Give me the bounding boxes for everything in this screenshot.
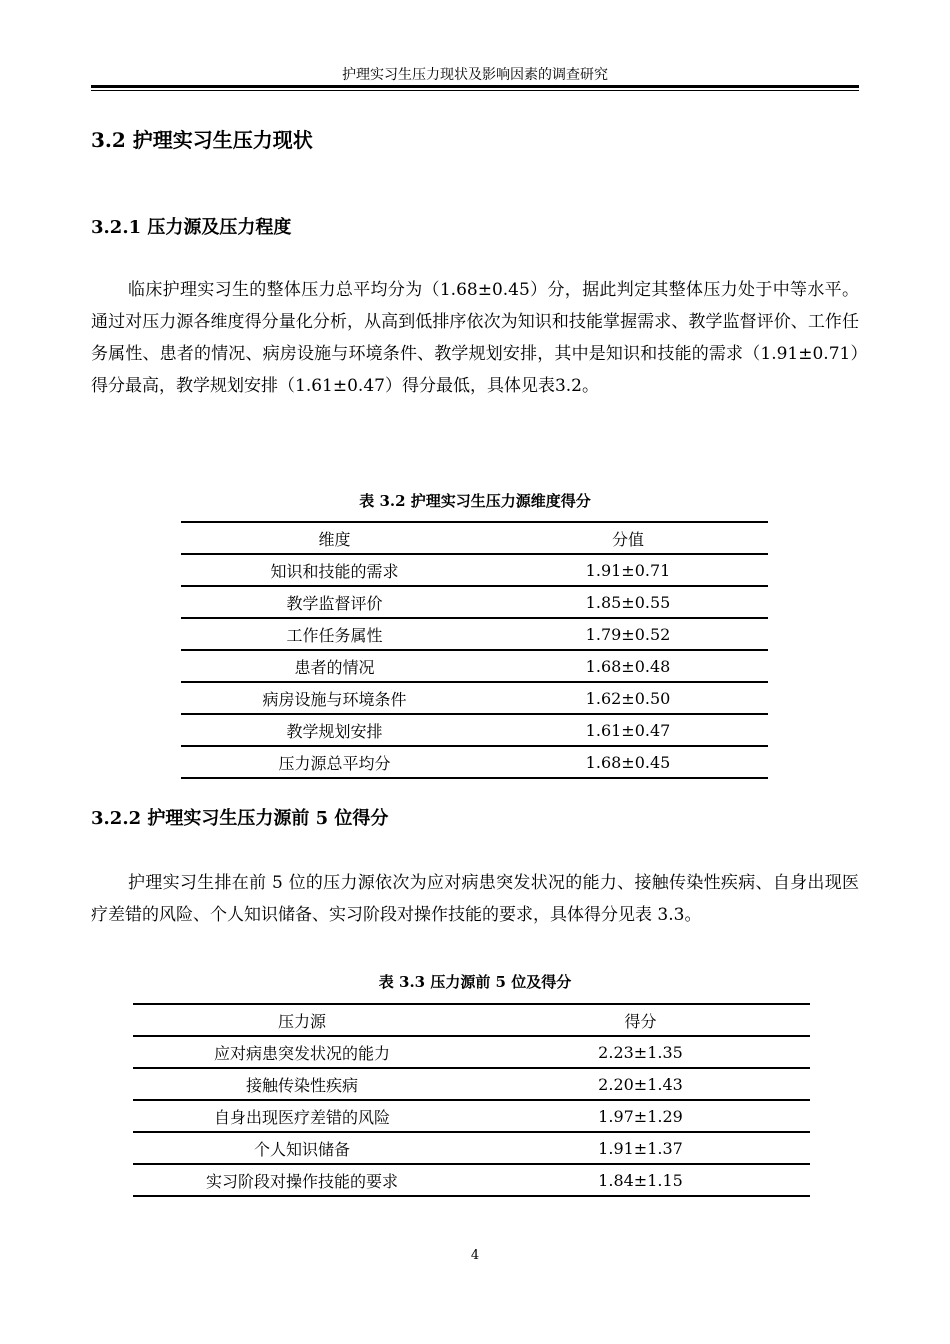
- body-paragraph-2: 护理实习生排在前 5 位的压力源依次为应对病患突发状况的能力、接触传染性疾病、自身出现医疗差错的风险、个人知识储备、实习阶段对操作技能的要求，具体得分见表 3.3。: [91, 873, 859, 925]
- dimension-cell: 病房设施与环境条件: [181, 682, 488, 714]
- header-rule-thin: [91, 90, 859, 91]
- dimension-cell: 患者的情况: [181, 650, 488, 682]
- stressor-cell: 接触传染性疾病: [133, 1068, 471, 1100]
- score-cell: 2.20±1.43: [471, 1068, 810, 1100]
- top5-stressor-table: [133, 1003, 810, 1197]
- subsection-heading-2: 3.2.2 护理实习生压力源前 5 位得分: [91, 808, 389, 829]
- score-cell: 1.62±0.50: [488, 682, 768, 714]
- score-cell: 1.97±1.29: [471, 1100, 810, 1132]
- table-row: [181, 586, 768, 618]
- body-paragraph-1: 临床护理实习生的整体压力总平均分为（1.68±0.45）分，据此判定其整体压力处于中等水平。通过对压力源各维度得分量化分析，从高到低排序依次为知识和技能掌握需求、教学监督评价、工作任务属性、患者的情况、病房设施与环境条件、教学规划安排，其中是知识和技能的需求（1.91±0.71）得分最高，教学规划安排（1.61±0.47）得分最低，具体见表3.2。: [91, 280, 859, 396]
- score-cell: 2.23±1.35: [471, 1036, 810, 1068]
- score-cell: 1.91±1.37: [471, 1132, 810, 1164]
- column-header: 分值: [488, 522, 768, 554]
- column-header: 得分: [471, 1004, 810, 1036]
- subsection-heading-1: 3.2.1 压力源及压力程度: [91, 217, 292, 238]
- dimension-cell: 工作任务属性: [181, 618, 488, 650]
- table-row: [133, 1036, 810, 1068]
- header-rule: [91, 85, 859, 88]
- score-cell: 1.79±0.52: [488, 618, 768, 650]
- table-caption-1: 表 3.2 护理实习生压力源维度得分: [359, 492, 591, 510]
- table-header-row: [133, 1004, 810, 1036]
- score-cell: 1.68±0.48: [488, 650, 768, 682]
- table-row: [181, 554, 768, 586]
- section-heading: 3.2 护理实习生压力现状: [91, 128, 313, 152]
- score-cell: 1.84±1.15: [471, 1164, 810, 1196]
- dimension-cell: 压力源总平均分: [181, 746, 488, 778]
- table-row: [181, 682, 768, 714]
- dimension-cell: 教学监督评价: [181, 586, 488, 618]
- dimension-cell: 教学规划安排: [181, 714, 488, 746]
- score-cell: 1.61±0.47: [488, 714, 768, 746]
- stressor-cell: 应对病患突发状况的能力: [133, 1036, 471, 1068]
- table-row: [133, 1132, 810, 1164]
- table-row: [181, 714, 768, 746]
- table-row: [181, 746, 768, 778]
- table-row: [133, 1068, 810, 1100]
- dimension-cell: 知识和技能的需求: [181, 554, 488, 586]
- running-header: 护理实习生压力现状及影响因素的调查研究: [342, 67, 608, 83]
- table-row: [133, 1100, 810, 1132]
- column-header: 维度: [181, 522, 488, 554]
- table-row: [181, 618, 768, 650]
- column-header: 压力源: [133, 1004, 471, 1036]
- score-cell: 1.91±0.71: [488, 554, 768, 586]
- page-number: 4: [470, 1248, 480, 1263]
- table-row: [133, 1164, 810, 1196]
- dimension-score-table: [181, 521, 768, 779]
- table-caption-2: 表 3.3 压力源前 5 位及得分: [378, 973, 572, 991]
- stressor-cell: 个人知识储备: [133, 1132, 471, 1164]
- table-row: [181, 650, 768, 682]
- stressor-cell: 实习阶段对操作技能的要求: [133, 1164, 471, 1196]
- table-header-row: [181, 522, 768, 554]
- score-cell: 1.68±0.45: [488, 746, 768, 778]
- stressor-cell: 自身出现医疗差错的风险: [133, 1100, 471, 1132]
- score-cell: 1.85±0.55: [488, 586, 768, 618]
